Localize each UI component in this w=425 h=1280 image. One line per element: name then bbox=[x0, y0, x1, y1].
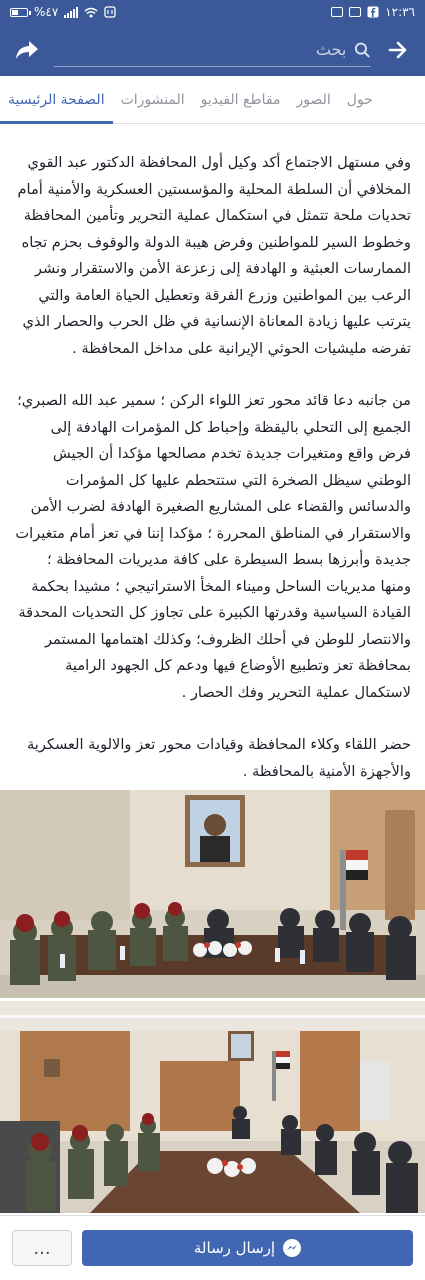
more-options-label: ... bbox=[33, 1237, 51, 1259]
status-left-group bbox=[10, 5, 116, 19]
battery-icon bbox=[10, 8, 28, 17]
post-paragraph: وفي مستهل الاجتماع أكد وكيل أول المحافظة الدكتور عبد القوي المخلافي أن السلطة المحلية والمؤسستين العسكرية والأمنية أمام تحديات ملحة تتمثل في استكمال عملية التحرير وتأمين المحافظة وخطوط السير للمواطنين وفرض هيبة الدولة والوقوف بحزم تجاه الممارسات العبثية و الهادفة إلى زعزعة الأمن والاستقرار ونشر الرعب بين المواطنين وزرع الفرقة وتعطيل الحياة العامة والتي يترتب عليها زيادة المعاناة الإنسانية في ظل الحرب والحصار الذي تفرضه مليشيات الحوثي الإيرانية على مداخل المحافظة . bbox=[17, 154, 411, 357]
search-input[interactable] bbox=[54, 40, 346, 59]
more-options-button[interactable] bbox=[12, 1230, 72, 1266]
facebook-notification-icon bbox=[367, 6, 379, 18]
share-icon bbox=[15, 39, 39, 61]
meeting-photo-1-image bbox=[0, 790, 425, 998]
signal-icon bbox=[64, 7, 78, 18]
arrow-right-icon bbox=[388, 41, 408, 59]
page-tabs bbox=[0, 76, 425, 124]
back-button[interactable] bbox=[383, 35, 413, 65]
tab-3[interactable]: الصور bbox=[296, 91, 331, 108]
tab-4[interactable]: حول bbox=[346, 91, 373, 108]
mail-notification-icon bbox=[349, 7, 361, 17]
messenger-icon bbox=[283, 1239, 301, 1257]
top-header bbox=[0, 24, 425, 76]
battery-text: %٤٧ bbox=[34, 5, 59, 19]
bottom-action-bar bbox=[0, 1215, 425, 1280]
status-time: ١٢:٣٦ bbox=[385, 5, 415, 19]
share-button[interactable] bbox=[12, 35, 42, 65]
gallery-notification-icon bbox=[331, 7, 343, 17]
nfc-icon bbox=[104, 6, 116, 18]
meeting-photo-2-image bbox=[0, 1001, 425, 1213]
search-icon bbox=[354, 41, 371, 59]
meeting-photo-2[interactable] bbox=[0, 1001, 425, 1213]
search-box[interactable] bbox=[54, 33, 371, 67]
tab-1[interactable]: المنشورات bbox=[120, 91, 185, 108]
status-right-group bbox=[331, 5, 415, 19]
post-text bbox=[0, 124, 425, 811]
send-message-button[interactable] bbox=[82, 1230, 413, 1266]
tab-0[interactable]: الصفحة الرئيسية bbox=[0, 76, 113, 123]
post-paragraph: من جانبه دعا قائد محور تعز اللواء الركن ؛ سمير عبد الله الصبري؛ الجميع إلى التحلي باليقظة وإحباط كل المؤمرات الهادفة إلى فرض واقع ومتغيرات جديدة تخدم مصالحها مؤكدا أن الجيش الوطني سيظل الصخرة التي ستتحطم عليها كل المؤمرات والدسائس والقضاء على المشاريع الصغيرة الهادفة لضرب الأمن والاستقرار في المناطق المحررة ؛ مؤكدا إننا في تعز أمام متغيرات جديدة وأبرزها بسط السيطرة على كافة مديريات المحافظة ؛ ومنها مديريات الساحل وميناء المخأ الاستراتيجي ؛ مشيدا بحكمة القيادة السياسية وقدرتها الكبيرة على تجاوز كل التحديات المحدقة والانتصار للوطن في أحلك الظروف؛ وكذلك اهتمامها المستمر بمحافظة تعز وتطبيع الأوضاع فيها ودعم كل الجهود الرامية لاستكمال عملية التحرير وفك الحصار . bbox=[15, 392, 411, 701]
post-paragraph: حضر اللقاء وكلاء المحافظة وقيادات محور تعز والالوية العسكرية والأجهزة الأمنية بالمحافظة . bbox=[26, 736, 411, 780]
wifi-icon bbox=[84, 7, 98, 18]
send-message-label: إرسال رسالة bbox=[193, 1239, 276, 1257]
status-bar bbox=[0, 0, 425, 24]
meeting-photo-1[interactable] bbox=[0, 790, 425, 998]
tab-2[interactable]: مقاطع الفيديو bbox=[200, 91, 281, 108]
